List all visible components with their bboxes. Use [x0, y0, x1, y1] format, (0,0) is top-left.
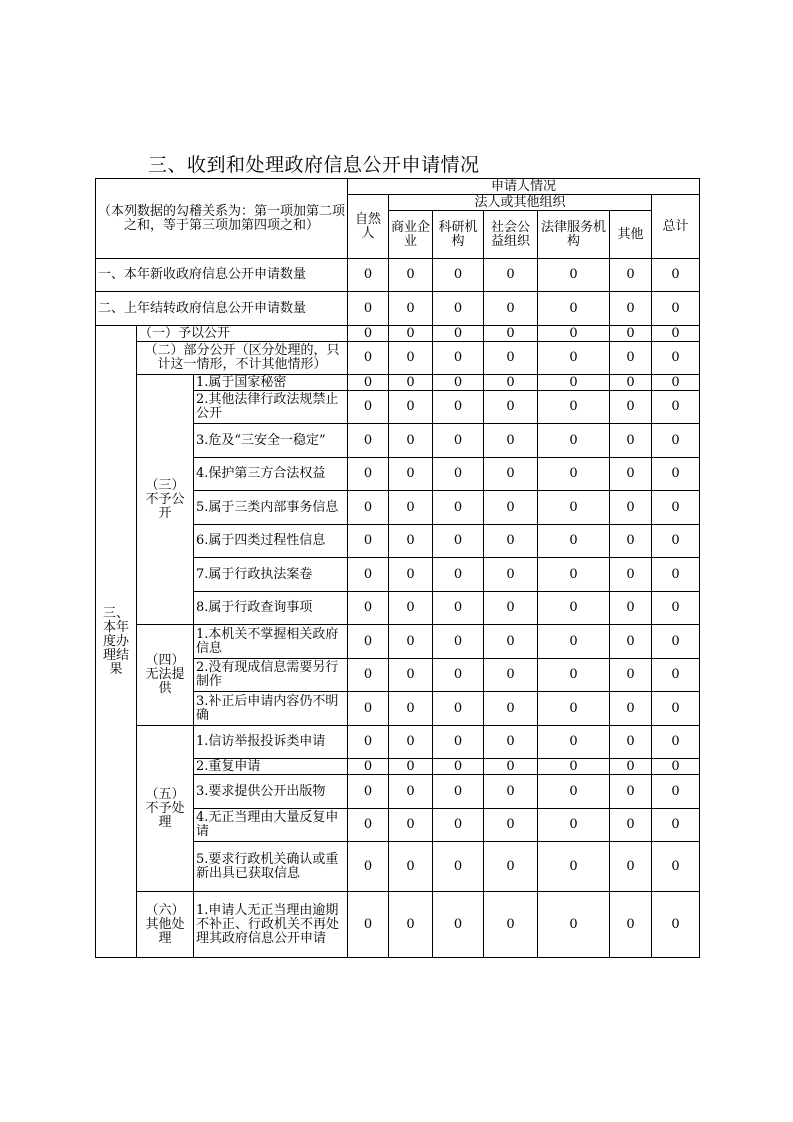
cell-value: 0 — [389, 292, 433, 326]
cell-value: 0 — [484, 692, 538, 726]
cell-value: 0 — [484, 424, 538, 458]
statistics-table — [95, 178, 700, 958]
cell-value: 0 — [433, 558, 484, 592]
group-label-not-processed: （五）不予处理 — [137, 726, 194, 892]
item-label: 5.属于三类内部事务信息 — [194, 491, 348, 525]
cell-value: 0 — [433, 292, 484, 326]
header-note: （本列数据的勾稽关系为：第一项加第二项之和，等于第三项加第四项之和） — [96, 179, 348, 259]
cell-value: 0 — [652, 892, 700, 958]
cell-value: 0 — [348, 259, 389, 292]
cell-value: 0 — [433, 842, 484, 892]
row-label-carryover: 二、上年结转政府信息公开申请数量 — [96, 292, 348, 326]
cell-value: 0 — [389, 659, 433, 692]
cell-value: 0 — [484, 659, 538, 692]
cell-value: 0 — [484, 458, 538, 491]
item-label: 5.要求行政机关确认或重新出具已获取信息 — [194, 842, 348, 892]
cell-value: 0 — [652, 842, 700, 892]
cell-value: 0 — [484, 558, 538, 592]
item-label: 2.其他法律行政法规禁止公开 — [194, 391, 348, 424]
cell-value: 0 — [389, 775, 433, 809]
group-label-unable: （四）无法提供 — [137, 625, 194, 726]
cell-value: 0 — [610, 375, 652, 391]
cell-value: 0 — [389, 458, 433, 491]
group-label-partial: （二）部分公开（区分处理的，只计这一情形，不计其他情形） — [137, 342, 348, 375]
cell-value: 0 — [389, 809, 433, 842]
cell-value: 0 — [538, 525, 610, 558]
cell-value: 0 — [538, 326, 610, 342]
cell-value: 0 — [389, 424, 433, 458]
cell-value: 0 — [433, 892, 484, 958]
cell-value: 0 — [538, 391, 610, 424]
cell-value: 0 — [433, 692, 484, 726]
cell-value: 0 — [610, 259, 652, 292]
cell-value: 0 — [652, 592, 700, 625]
cell-value: 0 — [610, 558, 652, 592]
cell-value: 0 — [484, 726, 538, 759]
cell-value: 0 — [389, 375, 433, 391]
item-label: 8.属于行政查询事项 — [194, 592, 348, 625]
cell-value: 0 — [610, 458, 652, 491]
cell-value: 0 — [610, 491, 652, 525]
group-label-not-disclosed: （三）不予公开 — [137, 375, 194, 625]
item-label: 1.本机关不掌握相关政府信息 — [194, 625, 348, 659]
cell-value: 0 — [538, 424, 610, 458]
item-label: 6.属于四类过程性信息 — [194, 525, 348, 558]
header-applicant: 申请人情况 — [348, 179, 700, 195]
cell-value: 0 — [484, 391, 538, 424]
cell-value: 0 — [433, 391, 484, 424]
cell-value: 0 — [484, 842, 538, 892]
cell-value: 0 — [610, 292, 652, 326]
cell-value: 0 — [652, 659, 700, 692]
item-label: 2.重复申请 — [194, 759, 348, 775]
cell-value: 0 — [538, 842, 610, 892]
cell-value: 0 — [610, 726, 652, 759]
cell-value: 0 — [348, 692, 389, 726]
cell-value: 0 — [389, 326, 433, 342]
cell-value: 0 — [348, 842, 389, 892]
cell-value: 0 — [610, 326, 652, 342]
cell-value: 0 — [652, 342, 700, 375]
item-label: 4.保护第三方合法权益 — [194, 458, 348, 491]
cell-value: 0 — [433, 491, 484, 525]
cell-value: 0 — [538, 375, 610, 391]
cell-value: 0 — [348, 775, 389, 809]
cell-value: 0 — [652, 775, 700, 809]
row-label-results: 三、本年度办理结果 — [96, 326, 137, 958]
header-legal-org: 法人或其他组织 — [389, 195, 652, 211]
cell-value: 0 — [348, 592, 389, 625]
cell-value: 0 — [538, 491, 610, 525]
cell-value: 0 — [348, 625, 389, 659]
cell-value: 0 — [433, 659, 484, 692]
cell-value: 0 — [389, 625, 433, 659]
item-label: 2.没有现成信息需要另行制作 — [194, 659, 348, 692]
cell-value: 0 — [610, 759, 652, 775]
cell-value: 0 — [652, 558, 700, 592]
cell-value: 0 — [610, 592, 652, 625]
header-col-other: 其他 — [610, 211, 652, 259]
cell-value: 0 — [348, 759, 389, 775]
header-col-business: 商业企业 — [389, 211, 433, 259]
cell-value: 0 — [433, 775, 484, 809]
cell-value: 0 — [348, 892, 389, 958]
item-label: 4.无正当理由大量反复申请 — [194, 809, 348, 842]
cell-value: 0 — [652, 525, 700, 558]
cell-value: 0 — [538, 342, 610, 375]
cell-value: 0 — [652, 259, 700, 292]
cell-value: 0 — [610, 424, 652, 458]
header-total: 总计 — [652, 195, 700, 259]
cell-value: 0 — [389, 525, 433, 558]
cell-value: 0 — [484, 342, 538, 375]
item-label: 1.信访举报投诉类申请 — [194, 726, 348, 759]
cell-value: 0 — [538, 558, 610, 592]
cell-value: 0 — [652, 726, 700, 759]
group-label-disclosed: （一）予以公开 — [137, 326, 348, 342]
cell-value: 0 — [348, 726, 389, 759]
cell-value: 0 — [538, 759, 610, 775]
cell-value: 0 — [652, 458, 700, 491]
cell-value: 0 — [538, 809, 610, 842]
cell-value: 0 — [389, 592, 433, 625]
cell-value: 0 — [484, 375, 538, 391]
cell-value: 0 — [389, 842, 433, 892]
cell-value: 0 — [389, 726, 433, 759]
cell-value: 0 — [389, 491, 433, 525]
cell-value: 0 — [538, 892, 610, 958]
item-label: 1.申请人无正当理由逾期不补正、行政机关不再处理其政府信息公开申请 — [194, 892, 348, 958]
header-col-public-welfare: 社会公益组织 — [484, 211, 538, 259]
item-label: 3.危及“三安全一稳定” — [194, 424, 348, 458]
cell-value: 0 — [538, 592, 610, 625]
cell-value: 0 — [484, 892, 538, 958]
cell-value: 0 — [433, 326, 484, 342]
cell-value: 0 — [433, 424, 484, 458]
cell-value: 0 — [538, 775, 610, 809]
cell-value: 0 — [348, 525, 389, 558]
cell-value: 0 — [610, 809, 652, 842]
cell-value: 0 — [433, 592, 484, 625]
cell-value: 0 — [348, 292, 389, 326]
cell-value: 0 — [652, 424, 700, 458]
cell-value: 0 — [484, 775, 538, 809]
cell-value: 0 — [484, 292, 538, 326]
cell-value: 0 — [484, 326, 538, 342]
cell-value: 0 — [389, 692, 433, 726]
cell-value: 0 — [538, 292, 610, 326]
cell-value: 0 — [610, 892, 652, 958]
cell-value: 0 — [433, 726, 484, 759]
cell-value: 0 — [484, 625, 538, 659]
cell-value: 0 — [433, 259, 484, 292]
cell-value: 0 — [348, 491, 389, 525]
cell-value: 0 — [433, 759, 484, 775]
cell-value: 0 — [652, 809, 700, 842]
cell-value: 0 — [484, 592, 538, 625]
cell-value: 0 — [389, 342, 433, 375]
cell-value: 0 — [389, 391, 433, 424]
cell-value: 0 — [348, 375, 389, 391]
cell-value: 0 — [652, 491, 700, 525]
cell-value: 0 — [610, 391, 652, 424]
cell-value: 0 — [610, 842, 652, 892]
cell-value: 0 — [484, 525, 538, 558]
cell-value: 0 — [610, 342, 652, 375]
cell-value: 0 — [538, 726, 610, 759]
cell-value: 0 — [433, 625, 484, 659]
cell-value: 0 — [348, 326, 389, 342]
cell-value: 0 — [610, 525, 652, 558]
group-label-other: （六）其他处理 — [137, 892, 194, 958]
item-label: 3.补正后申请内容仍不明确 — [194, 692, 348, 726]
cell-value: 0 — [538, 458, 610, 491]
cell-value: 0 — [389, 558, 433, 592]
cell-value: 0 — [348, 558, 389, 592]
cell-value: 0 — [652, 692, 700, 726]
header-col-legal-service: 法律服务机构 — [538, 211, 610, 259]
cell-value: 0 — [389, 759, 433, 775]
cell-value: 0 — [484, 809, 538, 842]
cell-value: 0 — [484, 259, 538, 292]
cell-value: 0 — [538, 625, 610, 659]
cell-value: 0 — [538, 692, 610, 726]
cell-value: 0 — [433, 458, 484, 491]
header-col-research: 科研机构 — [433, 211, 484, 259]
cell-value: 0 — [610, 625, 652, 659]
cell-value: 0 — [348, 659, 389, 692]
cell-value: 0 — [484, 491, 538, 525]
cell-value: 0 — [610, 692, 652, 726]
item-label: 3.要求提供公开出版物 — [194, 775, 348, 809]
cell-value: 0 — [348, 391, 389, 424]
item-label: 1.属于国家秘密 — [194, 375, 348, 391]
cell-value: 0 — [433, 375, 484, 391]
cell-value: 0 — [433, 525, 484, 558]
cell-value: 0 — [484, 759, 538, 775]
cell-value: 0 — [538, 259, 610, 292]
cell-value: 0 — [348, 458, 389, 491]
page-title: 三、收到和处理政府信息公开申请情况 — [148, 154, 480, 176]
cell-value: 0 — [652, 375, 700, 391]
cell-value: 0 — [610, 659, 652, 692]
item-label: 7.属于行政执法案卷 — [194, 558, 348, 592]
cell-value: 0 — [538, 659, 610, 692]
cell-value: 0 — [652, 759, 700, 775]
cell-value: 0 — [348, 342, 389, 375]
cell-value: 0 — [652, 391, 700, 424]
cell-value: 0 — [389, 892, 433, 958]
cell-value: 0 — [433, 342, 484, 375]
cell-value: 0 — [348, 424, 389, 458]
cell-value: 0 — [652, 625, 700, 659]
cell-value: 0 — [433, 809, 484, 842]
cell-value: 0 — [610, 775, 652, 809]
row-label-new: 一、本年新收政府信息公开申请数量 — [96, 259, 348, 292]
cell-value: 0 — [389, 259, 433, 292]
cell-value: 0 — [348, 809, 389, 842]
header-natural-person: 自然人 — [348, 195, 389, 259]
cell-value: 0 — [652, 326, 700, 342]
cell-value: 0 — [652, 292, 700, 326]
